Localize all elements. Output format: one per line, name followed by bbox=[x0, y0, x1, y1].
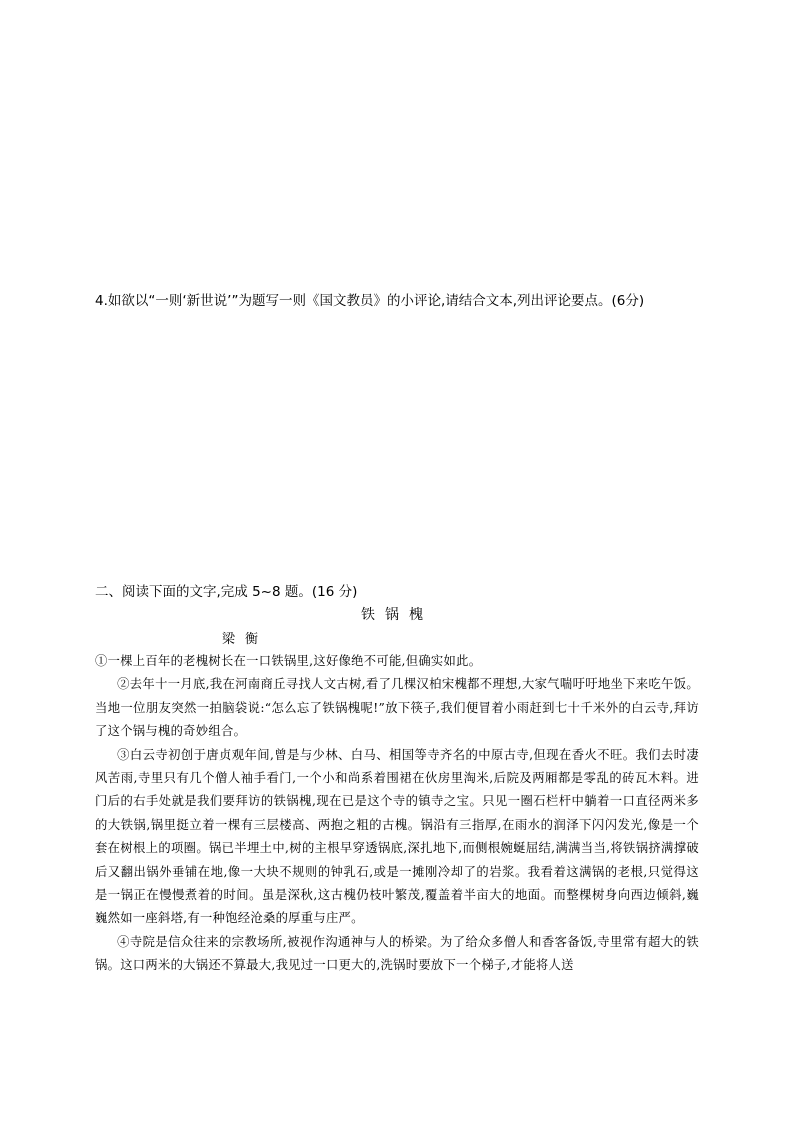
article-title: 铁锅槐 bbox=[361, 607, 433, 623]
article-author: 梁衡 bbox=[222, 632, 269, 647]
paragraph-2: ②去年十一月底,我在河南商丘寻找人文古树,看了几棵汉柏宋槐都不理想,大家气喘吁吁地坐下来吃午饭。当地一位朋友突然一拍脑袋说:“怎么忘了铁锅槐呢!”放下筷子,我们便冒着小雨赶到七十千米外的白云寺,拜访了这个锅与槐的奇妙组合。 bbox=[95, 677, 699, 739]
question-4: 4.如欲以“一则‘新世说’”为题写一则《国文教员》的小评论,请结合文本,列出评论要点。(6分) bbox=[95, 293, 645, 309]
section-2-heading: 二、阅读下面的文字,完成 5~8 题。(16 分) bbox=[95, 584, 358, 600]
paragraph-4: ④寺院是信众往来的宗教场所,被视作沟通神与人的桥梁。为了给众多僧人和香客备饭,寺里常有超大的铁锅。这口两米的大锅还不算最大,我见过一口更大的,洗锅时要放下一个梯子,才能将人送 bbox=[95, 934, 699, 973]
article-body bbox=[95, 650, 699, 978]
paragraph-3: ③白云寺初创于唐贞观年间,曾是与少林、白马、相国等寺齐名的中原古寺,但现在香火不旺。我们去时凄风苦雨,寺里只有几个僧人袖手看门,一个小和尚系着围裙在伙房里淘米,后院及两厢都是零乱的砖瓦木料。进门后的右手处就是我们要拜访的铁锅槐,现在已是这个寺的镇寺之宝。只见一圈石栏杆中躺着一口直径两米多的大铁锅,锅里挺立着一棵有三层楼高、两抱之粗的古槐。锅沿有三指厚,在雨水的润泽下闪闪发光,像是一个套在树根上的项圈。锅已半埋土中,树的主根早穿透锅底,深扎地下,而侧根婉蜒屈结,满满当当,将铁锅挤满撑破后又翻出锅外垂铺在地,像一大块不规则的钟乳石,或是一摊刚冷却了的岩浆。我看着这满锅的老根,只觉得这是一锅正在慢慢煮着的时间。虽是深秋,这古槐仍枝叶繁茂,覆盖着半亩大的地面。而整棵树身向西边倾斜,巍巍然如一座斜塔,有一种饱经沧桑的厚重与庄严。 bbox=[95, 747, 699, 926]
paragraph-1: ①一棵上百年的老槐树长在一口铁锅里,这好像绝不可能,但确实如此。 bbox=[95, 654, 482, 668]
